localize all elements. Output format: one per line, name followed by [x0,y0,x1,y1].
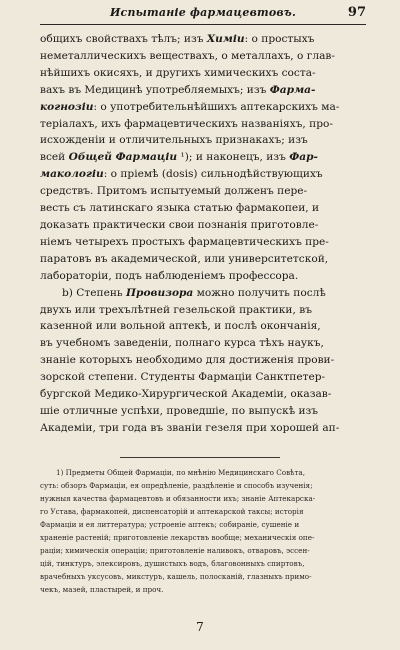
running-title: Испытаніе фармацевтовъ. [109,6,297,19]
body-line: Академіи, три года въ званіи гезеля при хорошей ап- [40,421,340,434]
body-line: казенной или вольной аптекѣ, и послѣ окончанія, [40,320,321,333]
body-line: всей Общей Фармаціи ¹); и наконецъ, изъ Фар- [40,151,318,164]
body-line: весть съ латинскаго языка статью фармакопеи, и [40,202,320,215]
body-line: ніемъ четырехъ простыхъ фармацевтическихъ пре- [40,235,329,248]
body-line: доказать практически свои познанія приготовле- [40,218,319,231]
footnote-line: цій, тинктуръ, элексировъ, душистыхъ водъ, благовонныхъ спиртовъ, [40,559,305,568]
footnote-line: Фармаціи и ея литтература; устроеніе аптекъ; собираніе, сушеніе и [40,520,300,529]
body-line: макологіи: о пріемѣ (dosis) сильнодѣйствующихъ [40,168,323,181]
footnote-line: нужныя качества фармацевтовъ и обязанности ихъ; знаніе Аптекарска- [40,494,316,503]
footnote-line: врачебныхъ уксусовъ, микстуръ, кашель, полосканій, глазныхъ примо- [40,572,312,581]
body-line: паратовъ въ академической, или университетской, [40,252,329,265]
footnote-line: суть: обзоръ Фармаціи, ея опредѣленіе, раздѣленіе и способъ изученія; [40,481,313,490]
body-line: средствъ. Притомъ испытуемый долженъ пере- [40,185,308,198]
body-text [40,31,366,437]
body-line: нѣйшихъ окисяхъ, и другихъ химическихъ соста- [40,66,316,79]
footnote-line: го Устава, фармакопей, диспенсаторій и аптекарской таксы; исторія [40,507,304,516]
footnote-rule [120,457,280,458]
footnote-line: раціи; химическія операціи; приготовленіе наливокъ, отваровъ, эссен- [40,546,310,555]
body-line: лабораторіи, подъ наблюденіемъ профессора. [40,269,299,282]
body-line: бургской Медико-Хирургической Академіи, оказав- [40,388,332,401]
body-line: вахъ въ Медицинѣ употребляемыхъ; изъ Фарма- [40,83,316,96]
page-number: 97 [347,5,366,20]
body-line: теріалахъ, ихъ фармацевтическихъ названіяхъ, про- [40,117,333,130]
body-line: неметаллическихъ веществахъ, о металлахъ, о глав- [40,49,335,62]
signature-mark: 7 [196,620,204,634]
body-line: b) Степень Провизора можно получить послѣ [62,286,326,299]
body-line: зорской степени. Студенты Фармаціи Санктпетер- [40,371,326,384]
footnote-line: храненіе растеній; приготовленіе лекарствъ вообще; механическія опе- [40,533,315,542]
body-line: двухъ или трехълѣтней гезельской практики, въ [40,303,312,316]
running-head [40,6,366,22]
body-line: исхожденіи и отличительныхъ признакахъ; изъ [40,134,308,147]
footnote-line: чекъ, мазей, пластырей, и проч. [40,585,164,594]
footnotes [40,466,366,596]
body-line: когнозіи: о употребительнѣйшихъ аптекарскихъ ма- [40,100,340,113]
body-line: общихъ свойствахъ тѣлъ; изъ Химіи: о простыхъ [40,33,315,45]
header-rule [40,24,366,25]
body-line: въ учебномъ заведеніи, полнаго курса тѣхъ наукъ, [40,337,324,350]
footnote-line: 1) Предметы Общей Фармаціи, по мнѣнію Медицинскаго Совѣта, [56,468,305,477]
body-line: шіе отличные успѣхи, проведшіе, по выпускѣ изъ [40,404,319,417]
body-line: знаніе которыхъ необходимо для достиженія прови- [40,354,335,367]
